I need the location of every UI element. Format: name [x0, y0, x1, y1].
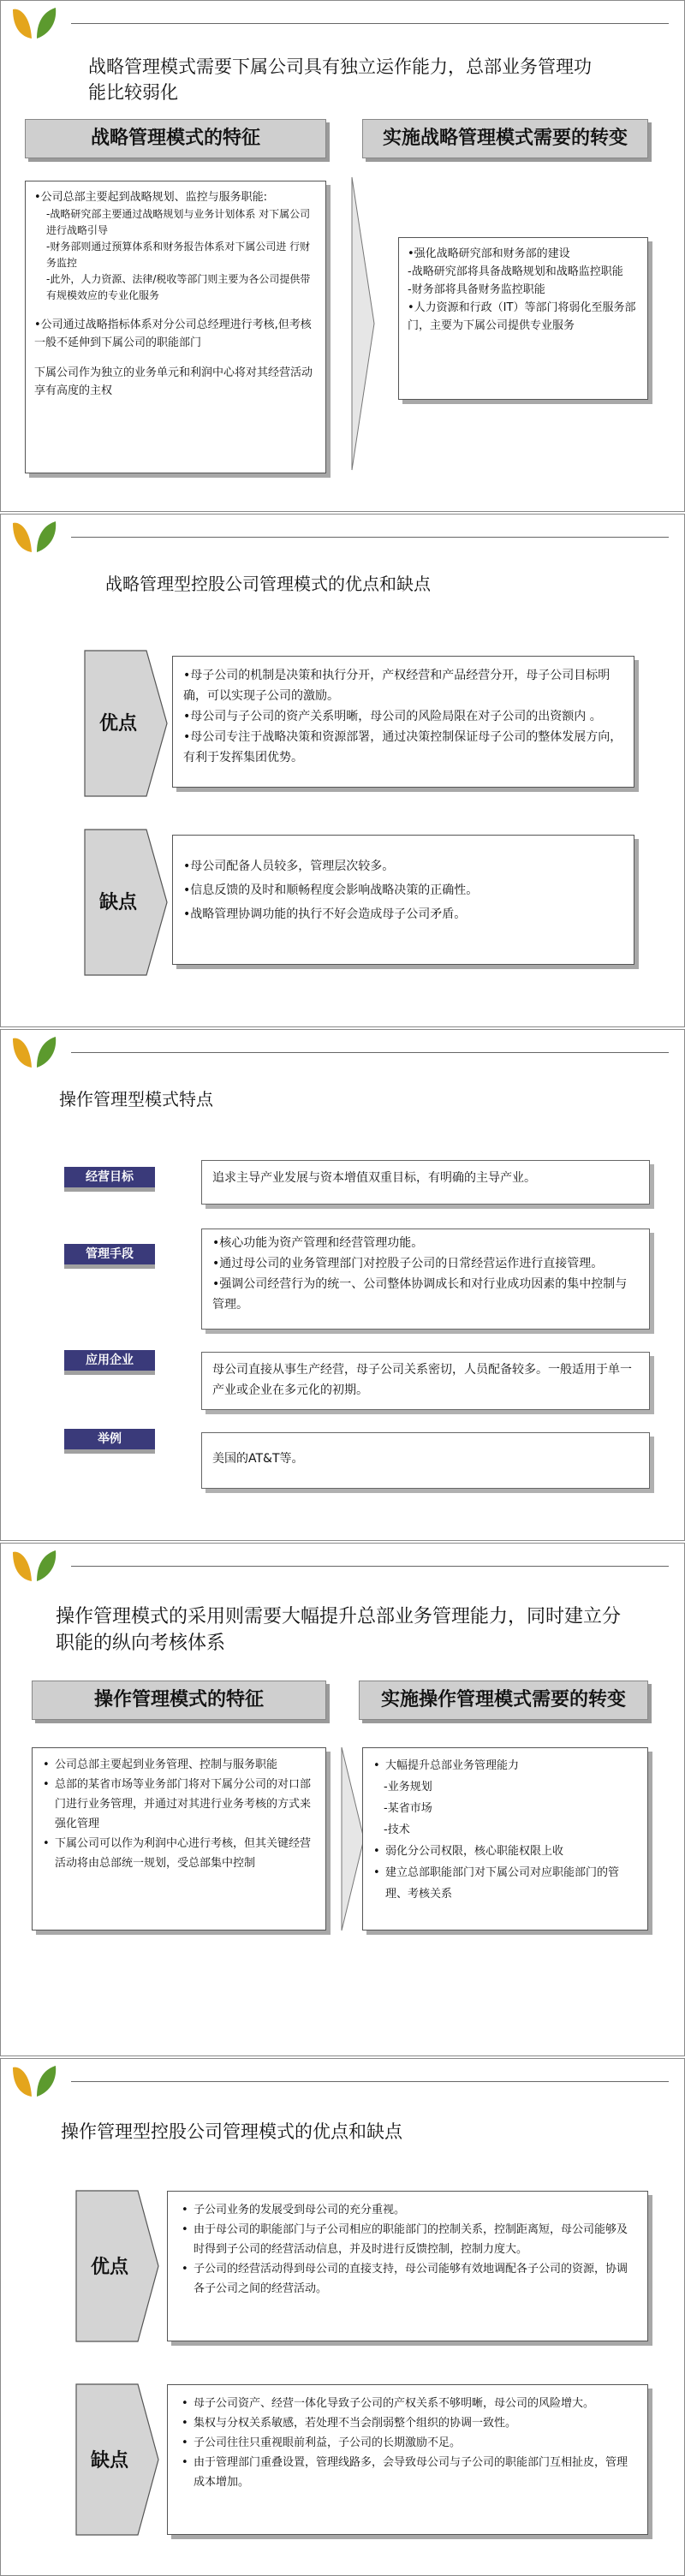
left-header: 操作管理模式的特征 — [32, 1681, 326, 1720]
pros-box — [167, 2191, 648, 2341]
text-line: -财务部则通过预算体系和财务报告体系对下属公司进 行财务监控 — [46, 241, 311, 269]
text-line: -战略研究部将具备战略规划和战略监控职能 — [408, 265, 623, 278]
slide-title: 操作管理型控股公司管理模式的优点和缺点 — [61, 2121, 402, 2142]
text-line: •母公司配备人员较多，管理层次较多。 — [183, 860, 395, 873]
text-line: • 弱化分公司权限，核心职能权限上收 — [372, 1841, 639, 1862]
right-content-box — [398, 237, 648, 400]
top-rule — [71, 23, 669, 24]
text-line: 追求主导产业发展与资本增值双重目标，有明确的主导产业。 — [212, 1171, 536, 1185]
slide-5 — [0, 2058, 685, 2576]
text-line: •通过母公司的业务管理部门对控股子公司的日常经营运作进行直接管理。 — [212, 1257, 604, 1270]
text-line: •强化战略研究部和财务部的建设 — [408, 247, 570, 260]
text-line: 美国的AT&T等。 — [212, 1452, 304, 1466]
text-line: • 集权与分权关系敏感，若处理不当会削弱整个组织的协调一致性。 — [180, 2413, 635, 2433]
top-rule — [71, 2081, 669, 2082]
text-line: •信息反馈的及时和顺畅程度会影响战略决策的正确性。 — [183, 883, 479, 897]
slide-2 — [0, 514, 685, 1027]
row-box — [201, 1229, 650, 1330]
text-line: • 由于母公司的职能部门与子公司相应的职能部门的控制关系，控制距离短，母公司能够及时得到子公司的经营活动信息，并及时进行反馈控制，控制力度大。 — [180, 2220, 635, 2259]
tab-management-means: 管理手段 — [64, 1244, 155, 1264]
slide-title: 操作管理型模式特点 — [59, 1089, 213, 1110]
text-line: -业务规划 — [384, 1781, 432, 1794]
text-line: •母子公司的机制是决策和执行分开，产权经营和产品经营分开，母子公司目标明确，可以实现子公司的激励。 — [183, 669, 611, 703]
right-header: 实施战略管理模式需要的转变 — [362, 119, 648, 158]
cons-label: 缺点 — [98, 892, 137, 913]
text-line: • 子公司往往只重视眼前利益，子公司的长期激励不足。 — [180, 2433, 635, 2453]
slide-4 — [0, 1543, 685, 2056]
top-rule — [71, 1566, 669, 1567]
leaf-logo-icon — [9, 2062, 59, 2100]
cons-label: 缺点 — [90, 2450, 128, 2472]
text-line: • 由于管理部门重叠设置，管理线路多，会导致母公司与子公司的职能部门互相扯皮，管理成本增加。 — [180, 2453, 635, 2492]
text-line: •核心功能为资产管理和经营管理功能。 — [212, 1236, 424, 1250]
text-line: -技术 — [384, 1823, 410, 1836]
text-line: •公司通过战略指标体系对分公司总经理进行考核,但考核一般不延伸到下属公司的职能部门 — [34, 318, 312, 349]
text-line: -战略研究部主要通过战略规划与业务计划体系 对下属公司进行战略引导 — [46, 208, 311, 236]
text-line: •人力资源和行政（IT）等部门将弱化至服务部门，主要为下属公司提供专业服务 — [408, 301, 636, 332]
slide-3 — [0, 1029, 685, 1541]
text-line: -某省市场 — [384, 1802, 432, 1815]
row-box — [201, 1432, 650, 1489]
text-line: • 总部的某省市场等业务部门将对下属分公司的对口部门进行业务管理，并通过对其进行业务考核的方式来强化管理 — [41, 1775, 317, 1834]
row-box — [201, 1160, 650, 1205]
slide-1 — [0, 0, 685, 512]
text-line: • 下属公司可以作为利润中心进行考核，但其关键经营活动将由总部统一规划，受总部集中控制 — [41, 1834, 317, 1873]
leaf-logo-icon — [9, 4, 59, 42]
text-line: • 建立总部职能部门对下属公司对应职能部门的管理、考核关系 — [372, 1862, 639, 1905]
text-line: • 子公司的经营活动得到母公司的直接支持，母公司能够有效地调配各子公司的资源，协调各子公司之间的经营活动。 — [180, 2259, 635, 2299]
text-line: •母公司与子公司的资产关系明晰，母公司的风险局限在对子公司的出资额内 。 — [183, 710, 602, 723]
top-rule — [71, 537, 669, 538]
right-content-box — [362, 1747, 648, 1931]
text-line: -财务部将具备财务监控职能 — [408, 283, 545, 296]
left-content-box — [32, 1747, 326, 1931]
slide-title: 战略管理模式需要下属公司具有独立运作能力，总部业务管理功能比较弱化 — [88, 57, 592, 103]
cons-box — [167, 2384, 648, 2535]
text-line: •母公司专注于战略决策和资源部署，通过决策控制保证母子公司的整体发展方向，有利于发挥集团优势。 — [183, 730, 622, 764]
pros-label: 优点 — [98, 713, 137, 735]
left-content-box — [25, 181, 326, 473]
text-line: •公司总部主要起到战略规划、监控与服务职能: — [34, 191, 268, 204]
text-line: • 子公司业务的发展受到母公司的充分重视。 — [180, 2200, 635, 2220]
leaf-logo-icon — [9, 1547, 59, 1585]
text-line: 下属公司作为独立的业务单元和利润中心将对其经营活动享有高度的主权 — [34, 366, 313, 397]
slide-title: 战略管理型控股公司管理模式的优点和缺点 — [105, 574, 431, 594]
tab-business-goal: 经营目标 — [64, 1167, 155, 1187]
leaf-logo-icon — [9, 1033, 59, 1071]
text-line: •强调公司经营行为的统一、公司整体协调成长和对行业成功因素的集中控制与管理。 — [212, 1277, 628, 1312]
leaf-logo-icon — [9, 518, 59, 556]
tab-applicable-enterprises: 应用企业 — [64, 1350, 155, 1371]
slide-title: 操作管理模式的采用则需要大幅提升总部业务管理能力，同时建立分职能的纵向考核体系 — [56, 1606, 622, 1654]
text-line: •战略管理协调功能的执行不好会造成母子公司矛盾。 — [183, 907, 467, 921]
left-header: 战略管理模式的特征 — [25, 119, 326, 158]
pros-label: 优点 — [90, 2257, 128, 2278]
right-header: 实施操作管理模式需要的转变 — [359, 1681, 648, 1720]
cons-box — [172, 835, 634, 965]
text-line: • 公司总部主要起到业务管理、控制与服务职能 — [41, 1755, 317, 1775]
text-line: • 大幅提升总部业务管理能力 — [372, 1755, 639, 1776]
text-line: • 母子公司资产、经营一体化导致子公司的产权关系不够明晰，母公司的风险增大。 — [180, 2394, 635, 2413]
pros-box — [172, 656, 634, 788]
row-box — [201, 1352, 650, 1410]
tab-example: 举例 — [64, 1429, 155, 1449]
text-line: -此外，人力资源、法律/税收等部门则主要为各公司提供带有规模效应的专业化服务 — [46, 273, 311, 301]
top-rule — [71, 1052, 669, 1053]
chevron-right-icon — [350, 176, 376, 472]
text-line: 母公司直接从事生产经营，母子公司关系密切，人员配备较多。一般适用于单一产业或企业在多元化的初期。 — [212, 1363, 632, 1397]
